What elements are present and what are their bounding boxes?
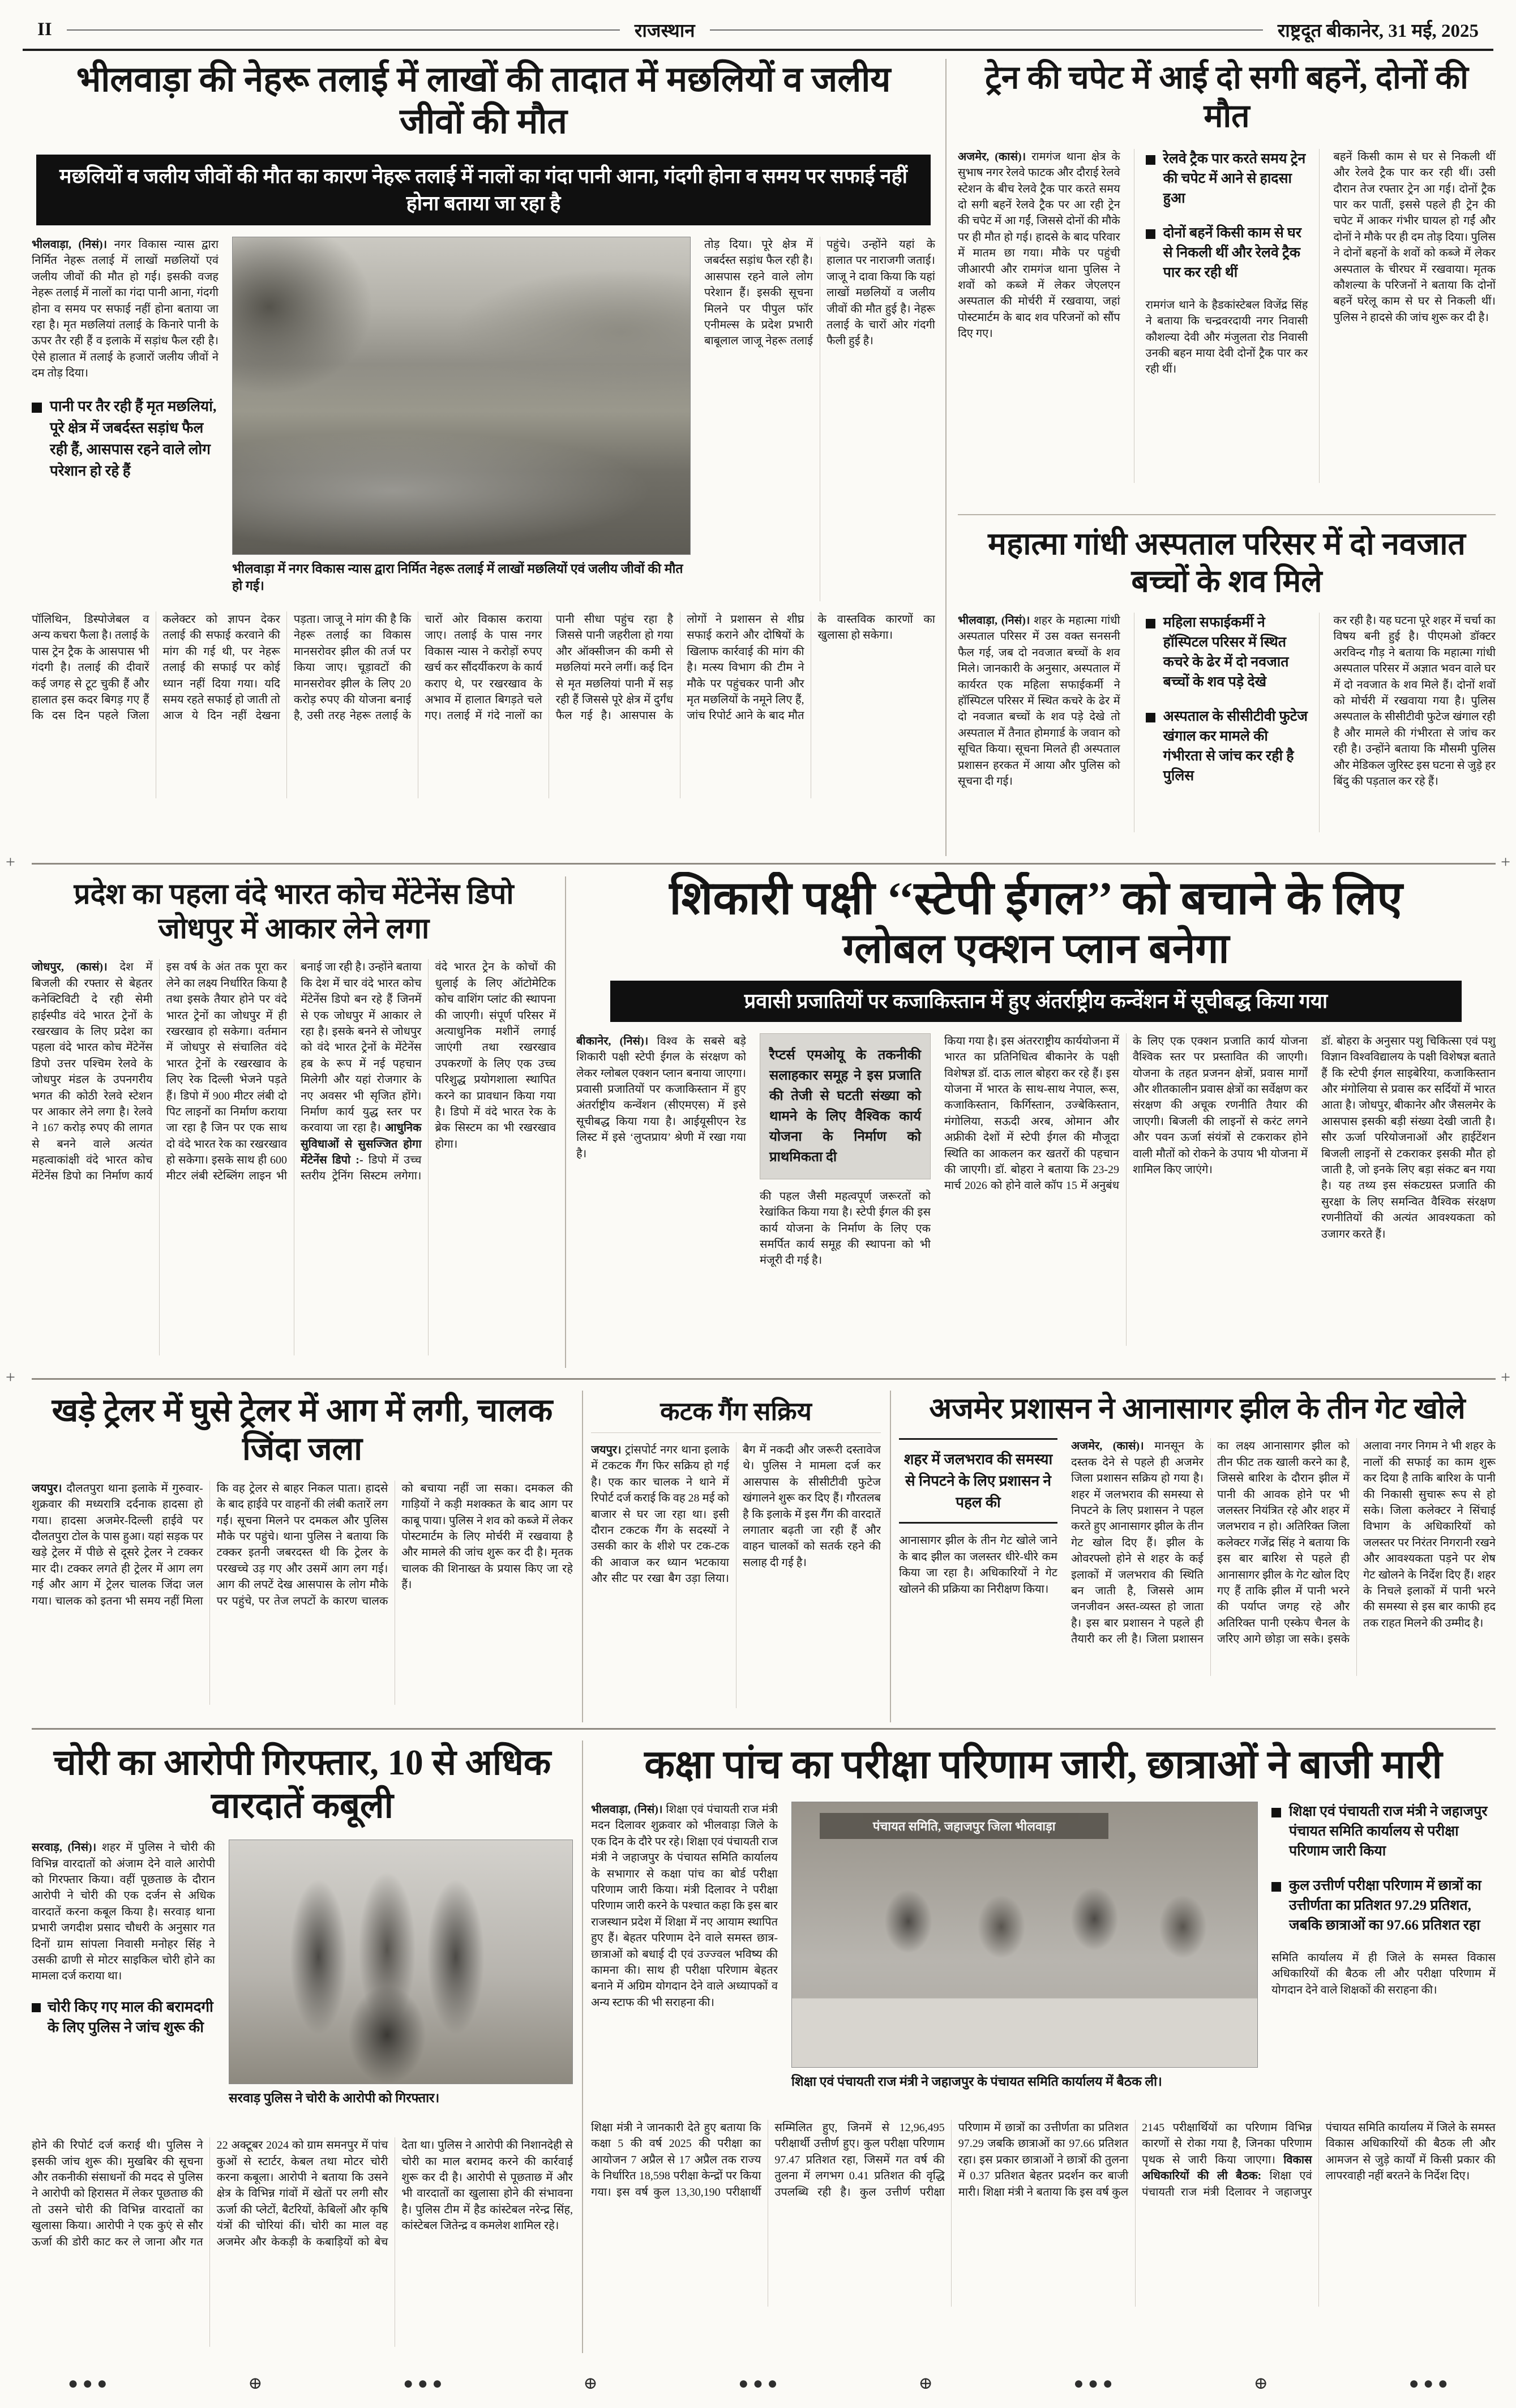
thief-photo-block	[229, 1840, 573, 2129]
section-divider	[958, 514, 1496, 515]
thief-lead-column	[32, 1840, 215, 2129]
hospital-dateline: भीलवाड़ा, (निसं)।	[958, 614, 1030, 627]
section-divider	[32, 1378, 1496, 1380]
anasagar-col1	[899, 1438, 1057, 1676]
article-gang-active	[591, 1391, 881, 1722]
crop-mark-icon: +	[1501, 853, 1510, 871]
fish-dateline: भीलवाड़ा, (निसं)।	[32, 238, 108, 251]
anasagar-body-text: मानसून के दस्तक देने से पहले ही अजमेर जिला प्रशासन सक्रिय हो गया है। शहर में जलभराव की समस्या से निपटने के लिए प्रशासन ने पहल करते हुए आनासागर झील के तीन गेट खोल दिए हैं। झील के ओवरफ्लो होने से शहर के कई इलाकों में जलभराव की स्थिति बन जाती है, जिससे आम जनजीवन अस्त-व्यस्त हो जाता है। इस बार प्रशासन ने पहले ही तैयारी कर ली है। जिला प्रशासन का लक्ष्य आनासागर झील को तीन फीट तक खाली करने का है, जिससे बारिश के दौरान झील में पानी की आवक होने पर भी जलस्तर नियंत्रित रहे और शहर में जलभराव न हो। अतिरिक्त जिला कलेक्टर गजेंद्र सिंह ने बताया कि इस बार बारिश से पहले ही आनासागर झील के गेट खोल दिए गए हैं ताकि झील में पानी भरने की पर्याप्त जगह रहे और अतिरिक्त पानी एस्केप चैनल के जरिए आगे छोड़ा जा सके। इसके अलावा नगर निगम ने भी शहर के नालों की सफाई का काम शुरू कर दिया है ताकि बारिश के पानी की निकासी सुचारू रूप से हो सके। जिला कलेक्टर ने सिंचाई विभाग के अधिकारियों को जलस्तर पर निरंतर निगरानी रखने और आवश्यकता पड़ने पर शेष गेट खोलने के निर्देश दिए हैं। शहर के निचले इलाकों में पानी भरने की समस्या से इस बार काफी हद तक राहत मिलने की उम्मीद है।	[1071, 1440, 1496, 1646]
footer-dots: ● ● ●	[1073, 2373, 1113, 2393]
fish-lead-text	[32, 237, 219, 382]
article-fish-deaths	[32, 55, 935, 857]
exam-body-text: शिक्षा मंत्री ने जानकारी देते हुए बताया कि कक्षा 5 की वर्ष 2025 की परीक्षा का आयोजन 7 अप्रैल से 17 अप्रैल तक राज्य के निर्धारित 18,598 परीक्षा केन्द्रों पर किया गया। इस वर्ष कुल 13,30,190 परीक्षार्थी सम्मिलित हुए, जिनमें से 12,96,495 परीक्षार्थी उत्तीर्ण हुए। कुल परीक्षा परिणाम 97.47 प्रतिशत रहा, जिसमें गत वर्ष की तुलना में लगभग 0.41 प्रतिशत की वृद्धि उपलब्धि रही है। कुल उत्तीर्ण परीक्षा परिणाम में छात्रों का उत्तीर्णता का प्रतिशत 97.29 जबकि छात्राओं का 97.66 प्रतिशत रहा। इस प्रकार छात्राओं ने छात्रों की तुलना में 0.37 प्रतिशत बेहतर प्रदर्शन कर बाजी मारी। शिक्षा मंत्री ने बताया कि इस वर्ष कुल 2145 परीक्षार्थियों का परिणाम विभिन्न कारणों से रोका गया है, जिनका परिणाम पृथक से जारी किया जाएगा।	[591, 2122, 1312, 2199]
square-bullet-icon	[1271, 1882, 1281, 1892]
gang-body-text: ट्रांसपोर्ट नगर थाना इलाके में टकटक गैंग फिर सक्रिय हो गई है। एक कार चालक ने थाने में रिपोर्ट दर्ज कराई कि वह 28 मई को बाजार से घर जा रहा था। इसी दौरान टकटक गैंग के सदस्यों ने उसकी कार के शीशे पर टक-टक की आवाज कर ध्यान भटकाया और सीट पर रखा बैग उड़ा लिया। बैग में नकदी और जरूरी दस्तावेज थे। पुलिस ने मामला दर्ज कर आसपास के सीसीटीवी फुटेज खंगालने शुरू कर दिए हैं। गौरतलब है कि इलाके में इस गैंग की वारदातें लगातार बढ़ती जा रही हैं और वाहन चालकों को सतर्क रहने की सलाह दी गई है।	[591, 1444, 881, 1585]
column-divider	[945, 59, 947, 856]
eagle-dateline: बीकानेर, (निसं)।	[576, 1034, 649, 1047]
square-bullet-icon	[32, 403, 42, 413]
depot-dateline: जोधपुर, (कासं)।	[32, 961, 108, 974]
anasagar-dateline: अजमेर, (कासं)।	[1071, 1440, 1144, 1453]
train-col2	[1134, 149, 1320, 483]
depot-body	[32, 959, 556, 1355]
trailer-body	[32, 1481, 573, 1705]
fish-mid-text: तोड़ दिया। पूरे क्षेत्र में जबर्दस्त सड़ांध फैल रही है। आसपास रहने वाले लोग परेशान हैं। इसकी सूचना मिलने पर पीपुल फॉर एनीमल्स के प्रदेश प्रभारी बाबूलाल जाजू नेहरू तलाई पहुंचे। उन्होंने यहां के हालात पर नाराजगी जताई। जाजू ने दावा किया कि यहां लाखों मछलियों व जलीय जीवों की मौत हुई है। नेहरू तलाई के चारों ओर गंदगी फैली हुई है।	[704, 238, 935, 348]
anasagar-headline: अजमेर प्रशासन ने आनासागर झील के तीन गेट खोले	[929, 1393, 1466, 1425]
page-header	[23, 16, 1493, 43]
exam-runin-heading: विकास अधिकारियों की ली बैठक:	[1142, 2153, 1312, 2183]
fish-lead-body: नगर विकास न्यास द्वारा निर्मित नेहरू तलाई में लाखों मछलियों एवं जलीय जीवों की मौत हो गई। इसकी वजह नेहरू तलाई में नालों का गंदा पानी आना, गंदगी होना व समय पर सफाई नहीं होना बताया जा रहा है। मृत मछलियां तलाई के किनारे पानी के ऊपर तैर रही हैं व इलाके में सड़ांध फैल रही है। ऐसे हालात में तलाई के हजारों जलीय जीवों ने दम तोड़ दिया।	[32, 238, 219, 380]
square-bullet-icon	[1146, 713, 1155, 722]
column-divider	[890, 1391, 891, 1722]
hospital-col1	[958, 613, 1120, 832]
exam-dateline: भीलवाड़ा, (निसं)।	[591, 1803, 663, 1816]
exam-photo-caption: शिक्षा एवं पंचायती राज मंत्री ने जहाजपुर के पंचायत समिति कार्यालय में बैठक ली।	[791, 2075, 1162, 2089]
train-headline: ट्रेन की चपेट में आई दो सगी बहनें, दोनों की मौत	[985, 60, 1468, 135]
footer-dots: ● ● ●	[403, 2373, 443, 2393]
crop-mark-icon: +	[6, 1368, 15, 1387]
anasagar-body	[1071, 1438, 1496, 1676]
crop-mark-icon: +	[6, 853, 15, 871]
gang-body	[591, 1442, 881, 1708]
train-bullet-2	[1146, 223, 1308, 283]
train-bullet-1	[1146, 149, 1308, 208]
fish-photo-caption: भीलवाड़ा में नगर विकास न्यास द्वारा निर्मित नेहरू तलाई में लाखों मछलियों एवं जलीय जीवों की मौत हो गई।	[232, 561, 683, 593]
hospital-col2	[1134, 613, 1320, 832]
section-divider	[32, 1728, 1496, 1730]
fish-kicker: मछलियों व जलीय जीवों की मौत का कारण नेहरू तलाई में नालों का गंदा पानी आना, गंदगी होना व समय पर सफाई नहीं होना बताया जा रहा है	[36, 155, 931, 225]
thief-content-row	[32, 1840, 573, 2129]
gang-headline: कटक गैंग सक्रिय	[591, 1391, 881, 1433]
hospital-col1-text: शहर के महात्मा गांधी अस्पताल परिसर में उस वक्त सनसनी फैल गई, जब दो नवजात बच्चों के शव मिले। जानकारी के अनुसार, अस्पताल में कार्यरत एक महिला सफाईकर्मी ने हॉस्पिटल परिसर में स्थित कचरे के ढेर में दो नवजात बच्चों के शव पड़े देखे तो अस्पताल में तैनात होमगार्ड के जवान को सूचित किया। सूचना मिलते ही अस्पताल प्रशासन हरकत में आया और पुलिस को सूचना दी गई।	[958, 614, 1120, 788]
train-bullet-1-text: रेलवे ट्रैक पार करते समय ट्रेन की चपेट में आने से हादसा हुआ	[1163, 151, 1306, 206]
eagle-lead-text: विश्व के सबसे बड़े शिकारी पक्षी स्टेपी ईगल के संरक्षण को लेकर ग्लोबल एक्शन प्लान बनाया जाएगा। प्रवासी प्रजातियों पर कजाकिस्तान में हुए अंतर्राष्ट्रीय कन्वेंशन (सीएमएस) में इसे सूचीबद्ध किया गया है। आईयूसीएन रेड लिस्ट में इसे ‘लुप्तप्राय’ श्रेणी में रखा गया है।	[576, 1034, 746, 1160]
thief-body-text: होने की रिपोर्ट दर्ज कराई थी। पुलिस ने इसकी जांच शुरू की। मुखबिर की सूचना और तकनीकी संसाधनों की मदद से पुलिस ने आरोपी को हिरासत में लेकर पूछताछ की तो उसने चोरी की विभिन्न वारदातों का खुलासा किया। आरोपी ने एक कुएं से सौर ऊर्जा की डोरी काट कर ले जाना और गत 22 अक्टूबर 2024 को ग्राम समनपुर में पांच कुओं से स्टार्टर, केबल तथा मोटर चोरी करना कबूला। आरोपी ने बताया कि उसने क्षेत्र के विभिन्न गांवों में खेतों पर लगी सौर ऊर्जा की प्लेटों, बैटरियों, केबिलों और कृषि यंत्रों की चोरियां कीं। चोरी का माल वह अजमेर और केकड़ी के कबाड़ियों को बेच देता था। पुलिस ने आरोपी की निशानदेही से चोरी का माल बरामद करने की कार्रवाई शुरू कर दी है। आरोपी से पूछताछ में और भी वारदातों का खुलासा होने की संभावना है। पुलिस टीम में हैड कांस्टेबल नरेन्द्र सिंह, कांस्टेबल जितेन्द्र व कमलेश शामिल रहे।	[32, 2139, 573, 2248]
trailer-body-text: दौलतपुरा थाना इलाके में गुरुवार-शुक्रवार की मध्यरात्रि दर्दनाक हादसा हो गया। हादसा अजमेर-दिल्ली हाईवे पर दौलतपुरा टोल के पास हुआ। यहां सड़क पर खड़े ट्रेलर में पीछे से दूसरे ट्रेलर ने टक्कर मार दी। टक्कर लगते ही ट्रेलर में आग लग गई और आग में ट्रेलर चालक जिंदा जल गया। चालक को इतना भी समय नहीं मिला कि वह ट्रेलर से बाहर निकल पाता। हादसे के बाद हाईवे पर वाहनों की लंबी कतारें लग गईं। सूचना मिलने पर दमकल और पुलिस मौके पर पहुंचे। थाना पुलिस ने बताया कि टक्कर इतनी जबरदस्त थी कि ट्रेलर के परखच्चे उड़ गए और उसमें आग लग गई। आग की लपटें देख आसपास के लोग मौके पर पहुंचे, पर तेज लपटों के कारण चालक को बचाया नहीं जा सका। दमकल की गाड़ियों ने कड़ी मशक्कत के बाद आग पर काबू पाया। पुलिस ने शव को कब्जे में लेकर पोस्टमार्टम के लिए मोर्चरी में रखवाया है और मामले की जांच शुरू कर दी है। मृतक चालक की शिनाख्त के प्रयास किए जा रहे हैं।	[32, 1482, 573, 1607]
square-bullet-icon	[32, 2003, 41, 2012]
hospital-col3: कर रही है। यह घटना पूरे शहर में चर्चा का विषय बनी हुई है। पीएमओ डॉक्टर अरविन्द गौड़ ने बताया कि महात्मा गांधी अस्पताल परिसर में अज्ञात भवन वाले घर में दो नवजात के शव मिले हैं। दोनों शवों को मोर्चरी में रखवाया गया है। पुलिस अस्पताल के सीसीटीवी फुटेज खंगाल रही है और मामले की गंभीरता से जांच कर रही है। उन्होंने बताया कि मौसमी पुलिस और मेडिकल जुरिस्ट इस घटना से जुड़े हर बिंदु की पड़ताल कर रहे हैं।	[1333, 614, 1496, 788]
eagle-col1	[576, 1033, 746, 1346]
square-bullet-icon	[1146, 229, 1155, 239]
depot-sub-body: डिपो में उच्च स्तरीय ट्रेनिंग सिस्टम लगेगा। वंदे भारत ट्रेन के कोचों की धुलाई के लिए ऑटोमेटिक कोच वाशिंग प्लांट की स्थापना की जाएगी। संपूर्ण परिसर में अत्याधुनिक मशीनें लगाई जाएंगी तथा रखरखाव उपकरणों के लिए एक उच्च परिशुद्ध प्रयोगशाला स्थापित करने का प्रावधान किया गया है। डिपो में वंदे भारत रेक के ब्रेक सिस्टम का भी रखरखाव होगा।	[301, 961, 556, 1183]
article-steppe-eagle	[576, 872, 1496, 1371]
fish-pullquote	[32, 396, 219, 481]
pond-photo	[232, 237, 691, 555]
eagle-mid-text: किया गया है। इस अंतरराष्ट्रीय कार्ययोजना में भारत का प्रतिनिधित्व बीकानेर के पक्षी विशेषज्ञ डॉ. दाऊ लाल बोहरा कर रहे हैं। इस योजना में भारत के साथ-साथ नेपाल, रूस, कजाकिस्तान, किर्गिस्तान, उज्बेकिस्तान, मंगोलिया, सऊदी अरब, ओमान और अफ्रीकी देशों में स्टेपी ईगल की मौजूदा स्थिति का आकलन कर खतरों की पहचान की जाएगी। डॉ. बोहरा ने बताया कि 23-29 मार्च 2026 को होने वाले कॉप 15 में अनुबंध के लिए एक एक्शन प्रजाति कार्य योजना वैश्विक स्तर पर प्रस्तावित की जाएगी। योजना के तहत प्रजनन क्षेत्रों, प्रवास मार्गों और शीतकालीन प्रवास क्षेत्रों का सर्वेक्षण कर संरक्षण की अचूक रणनीति तैयार की जाएगी। बिजली की लाइनों से करंट लगने और पवन ऊर्जा संयंत्रों से टकराकर होने वाली मौतों को रोकने के उपाय भी योजना में शामिल किए जाएंगे।	[944, 1034, 1308, 1192]
fish-body-text: पॉलिथिन, डिस्पोजेबल व अन्य कचरा फैला है। तलाई के पास ट्रेन ट्रैक के आसपास भी गंदगी है। तलाई की दीवारें कई जगह से टूट चुकी हैं और हालात इस कदर बिगड़ गए हैं कि दस दिन पहले जिला कलेक्टर को ज्ञापन देकर तलाई की सफाई करवाने की मांग की गई थी, पर नेहरू तलाई की सफाई पर कोई ध्यान नहीं दिया गया। यदि समय रहते सफाई हो जाती तो आज ये दिन नहीं देखना पड़ता। जाजू ने मांग की है कि नेहरू तलाई का विकास मानसरोवर झील की तर्ज पर किया जाए। चूड़ावटों की मानसरोवर झील के लिए 20 करोड़ रुपए की योजना बनाई है, उसी तरह नेहरू तलाई के चारों ओर विकास कराया जाए। तलाई के पास नगर विकास न्यास ने करोड़ों रुपए खर्च कर सौंदर्यीकरण के कार्य कराए थे, पर रखरखाव के अभाव में हालात बिगड़ते चले गए। तलाई में गंदे नालों का पानी सीधा पहुंच रहा है जिससे पानी जहरीला हो गया और ऑक्सीजन की कमी से मछलियां मरने लगीं। कई दिन से मृत मछलियां पानी में सड़ रही हैं जिससे पूरे क्षेत्र में दुर्गंध फैल गई है। आसपास के लोगों ने प्रशासन से शीघ्र सफाई कराने और दोषियों के खिलाफ कार्रवाई की मांग की है। मत्स्य विभाग की टीम ने मौके पर पहुंचकर पानी और मृत मछलियों के नमूने लिए हैं, जांच रिपोर्ट आने के बाद मौत के वास्तविक कारणों का खुलासा हो सकेगा।	[32, 613, 935, 722]
hospital-bullet-1-text: महिला सफाईकर्मी ने हॉस्पिटल परिसर में स्थित कचरे के ढेर में दो नवजात बच्चों के शव पड़े देखे	[1163, 615, 1289, 690]
exam-runin-body: शिक्षा एवं पंचायती राज मंत्री दिलावर ने जहाजपुर पंचायत समिति कार्यालय में जिले के समस्त विकास अधिकारियों की बैठक ली और आमजन से जुड़े कार्यों में किसी प्रकार की लापरवाही नहीं बरतने के निर्देश दिए।	[1142, 2122, 1496, 2199]
trailer-dateline: जयपुर।	[32, 1482, 62, 1495]
train-columns	[958, 149, 1496, 483]
column-divider	[582, 1391, 583, 1722]
thief-lead-body: शहर में पुलिस ने चोरी की विभिन्न वारदातों को अंजाम देने वाले आरोपी को गिरफ्तार किया। वहीं पूछताछ के दौरान आरोपी ने चोरी की एक दर्जन से अधिक वारदातें करना कबूल किया है। सरवाड़ थाना प्रभारी जगदीश प्रसाद चौधरी के अनुसार गत दिनों ग्राम सांपला निवासी मनोहर सिंह ने उसकी ढाणी से मोटर साइकिल चोरी होने का मामला दर्ज कराया था।	[32, 1841, 215, 1983]
crop-mark-icon: +	[1501, 1368, 1510, 1387]
footer-dots: ● ● ●	[68, 2373, 108, 2393]
registration-mark-icon: ⊕	[918, 2374, 933, 2393]
fish-headline: भीलवाड़ा की नेहरू तलाई में लाखों की तादात में मछलियों व जलीय जीवों की मौत	[76, 61, 891, 142]
gang-dateline: जयपुर।	[591, 1444, 622, 1456]
eagle-col2-text: की पहल जैसी महत्वपूर्ण जरूरतों को रेखांकित किया गया है। स्टेपी ईगल की इस कार्य योजना के निर्माण के लिए एक समर्पित कार्य समूह की स्थापना को भी मंजूरी दी गई है।	[760, 1190, 931, 1267]
article-anasagar-gates	[899, 1391, 1496, 1722]
train-col1-text: रामगंज थाना क्षेत्र के सुभाष नगर रेलवे फाटक और दौराई रेलवे स्टेशन के बीच रेलवे ट्रैक पार करते समय दो सगी बहनें रेलवे ट्रैक पर आ रही ट्रेन की चपेट में आ गईं, जिससे दोनों की मौके पर ही मौत हो गई। हादसे के बाद परिवार में मातम छा गया। मौके पर पहुंची जीआरपी और रामगंज थाना पुलिस ने शवों को कब्जे में लेकर जेएलएन अस्पताल की मोर्चरी में रखवाया, जहां पोस्टमार्टम के बाद शव परिजनों को सौंप दिए गए।	[958, 150, 1120, 340]
anasagar-col1-text: आनासागर झील के तीन गेट खोले जाने के बाद झील का जलस्तर धीरे-धीरे कम किया जा रहा है। अधिकारियों ने गेट खोलने की प्रक्रिया का निरीक्षण किया।	[899, 1534, 1057, 1596]
article-trailer-fire	[32, 1391, 573, 1722]
footer-dots: ● ● ●	[1408, 2373, 1448, 2393]
exam-content-row	[591, 1802, 1496, 2112]
registration-mark-icon: ⊕	[1253, 2374, 1268, 2393]
eagle-expert-text: डॉ. बोहरा के अनुसार पशु चिकित्सा एवं पशु विज्ञान विश्वविद्यालय के पक्षी विशेषज्ञ बताते हैं कि स्टेपी ईगल साइबेरिया, कजाकिस्तान और मंगोलिया से प्रवास कर सर्दियों में भारत आता है। जोधपुर, बीकानेर और जैसलमेर के आसपास इसकी बड़ी संख्या देखी जाती है। सौर ऊर्जा परियोजनाओं और हाईटेंशन बिजली लाइनों से टकराकर इसकी मौत हो जाती है, जो इनके लिए बड़ा संकट बन गया है। यह तथ्य इस संकटग्रस्त प्रजाति की सुरक्षा के लिए समन्वित वैश्विक संरक्षण रणनीतियों की अत्यंत आवश्यकता को उजागर करते हैं।	[1321, 1034, 1496, 1241]
article-train-accident	[958, 57, 1496, 507]
registration-mark-icon: ⊕	[248, 2374, 263, 2393]
footer-dots: ● ● ●	[738, 2373, 778, 2393]
train-bullet-2-text: दोनों बहनें किसी काम से घर से निकली थीं और रेलवे ट्रैक पार कर रही थीं	[1163, 225, 1302, 280]
hospital-columns	[958, 613, 1496, 832]
exam-lead-column	[591, 1802, 778, 2112]
footer-marks	[68, 2373, 1448, 2393]
thief-dateline: सरवाड़, (निसं)।	[32, 1841, 97, 1854]
exam-bullet-2	[1271, 1876, 1496, 1935]
exam-lead-text: शिक्षा एवं पंचायती राज मंत्री मदन दिलावर शुक्रवार को भीलवाड़ा जिले के एक दिन के दौरे पर रहे। शिक्षा एवं पंचायती राज मंत्री ने जहाजपुर के पंचायत समिति कार्यालय के सभागार से कक्षा पांच का बोर्ड परीक्षा परिणाम जारी किया। मंत्री दिलावर ने परीक्षा परिणाम जारी करने के पश्चात कहा कि इस बार राजस्थान प्रदेश में शिक्षा में नए आयाम स्थापित हुए हैं। बेहतर परिणाम देने वाले समस्त छात्र-छात्राओं को बधाई दी एवं उज्ज्वल भविष्य की कामना की। साथ ही परीक्षा परिणाम बेहतर बनाने में अग्रिम योगदान देने वाले अध्यापकों व अन्य स्टाफ की भी सराहना की।	[591, 1803, 778, 2009]
eagle-col2	[760, 1033, 931, 1346]
exam-bullet-2-text: कुल उत्तीर्ण परीक्षा परिणाम में छात्रों का उत्तीर्णता का प्रतिशत 97.29 प्रतिशत, जबकि छात्राओं का 97.66 प्रतिशत रहा	[1289, 1878, 1481, 1933]
edition-dateline: राष्ट्रदूत बीकानेर, 31 मई, 2025	[1263, 17, 1493, 42]
fish-pullquote-text: पानी पर तैर रही हैं मृत मछलियां, पूरे क्षेत्र में जबर्दस्त सड़ांध फैल रही हैं, आसपास रहने वाले लोग परेशान हो रहे हैं	[50, 398, 217, 479]
depot-headline: प्रदेश का पहला वंदे भारत कोच मेंटेनेंस डिपो जोधपुर में आकार लेने लगा	[74, 879, 514, 946]
eagle-headline-line2: ग्लोबल एक्शन प्लान बनेगा	[842, 926, 1230, 972]
hospital-bullet-2-text: अस्पताल के सीसीटीवी फुटेज खंगाल कर मामले की गंभीरता से जांच कर रही है पुलिस	[1163, 709, 1308, 784]
column-divider	[565, 876, 566, 1368]
header-heavy-rule	[23, 49, 1493, 51]
exam-bullet-1-text: शिक्षा एवं पंचायती राज मंत्री ने जहाजपुर पंचायत समिति कार्यालय से परीक्षा परिणाम जारी किया	[1289, 1804, 1488, 1859]
train-col2-text: रामगंज थाने के हैडकांस्टेबल विजेंद्र सिंह ने बताया कि चन्द्रवरदायी नगर निवासी कौशल्या देवी और मंजुलता रोड निवासी उनकी बहन माया देवी दोनों ट्रैक पार कर रही थीं।	[1145, 298, 1308, 376]
article-vande-bharat-depot	[32, 876, 556, 1368]
exam-sidebar	[1271, 1802, 1496, 2112]
anasagar-deck-box: शहर में जलभराव की समस्या से निपटने के लिए प्रशासन ने पहल की	[899, 1438, 1057, 1524]
fish-photo-block	[232, 237, 691, 601]
fish-lead-column	[32, 237, 219, 601]
eagle-kicker: प्रवासी प्रजातियों पर कजाकिस्तान में हुए अंतर्राष्ट्रीय कन्वेंशन में सूचीबद्ध किया गया	[610, 981, 1462, 1022]
exam-sidebar-text: समिति कार्यालय में ही जिले के समस्त विकास अधिकारियों की बैठक ली और परीक्षा परिणाम में योगदान देने वाले शिक्षकों की सराहना की।	[1271, 1952, 1496, 1996]
hospital-bullet-2	[1146, 707, 1308, 786]
train-col3: बहनें किसी काम से घर से निकली थीं और रेलवे ट्रैक पार कर रही थीं। उसी दौरान तेज रफ्तार ट्रेन आ गई। दोनों ट्रैक पार कर पातीं, इससे पहले ही ट्रेन की चपेट में आकर गंभीर घायल हो गईं और दोनों ने मौके पर ही दम तोड़ दिया। पुलिस ने दोनों बहनों के शवों को कब्जे में लेकर अस्पताल के चीरघर में रखवाया। मृतक कौशल्या के परिजनों ने बताया कि दोनों बहनें घरेलू काम से घर से निकली थीं। पुलिस ने हादसे की जांच शुरू कर दी है।	[1333, 150, 1496, 324]
depot-subheading: आधुनिक सुविधाओं से सुसज्जित होगा मेंटेनेंस डिपो :-	[301, 1122, 422, 1167]
hospital-headline: महात्मा गांधी अस्पताल परिसर में दो नवजात बच्चों के शव मिले	[988, 527, 1466, 598]
minister-meeting-photo	[791, 1802, 1258, 2068]
column-divider	[582, 1740, 583, 2353]
article-thief-arrested	[32, 1740, 573, 2358]
thief-subdeck-text: चोरी किए गए माल की बरामदगी के लिए पुलिस ने जांच शुरू की	[48, 1998, 213, 2036]
eagle-columns	[576, 1033, 1496, 1346]
eagle-highlight-box: रैप्टर्स एमओयू के तकनीकी सलाहकार समूह ने इस प्रजाति की तेजी से घटती संख्या को थामने के लिए वैश्विक कार्य योजना के निर्माण को प्राथमिकता दी	[760, 1033, 931, 1179]
police-arrest-photo	[229, 1840, 573, 2084]
depot-body-text: देश में बिजली की रफ्तार से बेहतर कनेक्टिविटी दे रही सेमी हाईस्पीड वंदे भारत ट्रेनों के रखरखाव के लिए प्रदेश का पहला वंदे भारत कोच मेंटेनेंस डिपो उत्तर पश्चिम रेलवे के जोधपुर मंडल के उपनगरीय भगत की कोठी रेलवे स्टेशन पर आकार लेने लगा है। रेलवे ने 167 करोड़ रुपए की लागत से बनने वाले अत्यंत महत्वाकांक्षी वंदे भारत कोच मेंटेनेंस डिपो का निर्माण कार्य इस वर्ष के अंत तक पूरा कर लेने का लक्ष्य निर्धारित किया है तथा इसके तैयार होने पर वंदे भारत ट्रेनों का जोधपुर में ही रखरखाव हो सकेगा। वर्तमान में जोधपुर से संचालित वंदे भारत ट्रेनों के रखरखाव के लिए रेक दिल्ली भेजने पड़ते हैं। डिपो में 900 मीटर लंबी दो पिट लाइनों का निर्माण कराया जा रहा है जिन पर एक साथ दो वंदे भारत रेक का रखरखाव हो सकेगा। इसके साथ ही 600 मीटर लंबी स्टेब्लिंग लाइन भी बनाई जा रही है। उन्होंने बताया कि देश में चार वंदे भारत कोच मेंटेनेंस डिपो बन रहे हैं जिनमें से एक जोधपुर में आकार ले रहा है। इसके बनने से जोधपुर को वंदे भारत ट्रेनों के मेंटेनेंस हब के रूप में नई पहचान मिलेगी और यहां रोजगार के नए अवसर भी सृजित होंगे। निर्माण कार्य युद्ध स्तर पर करवाया जा रहा है।	[32, 961, 422, 1183]
registration-mark-icon: ⊕	[583, 2374, 598, 2393]
square-bullet-icon	[1146, 619, 1155, 628]
eagle-headline-line1: शिकारी पक्षी ‘‘स्टेपी ईगल’’ को बचाने के लिए	[669, 872, 1403, 924]
exam-body	[591, 2120, 1496, 2307]
page-number: II	[23, 19, 67, 40]
article-exam-results	[591, 1740, 1496, 2358]
square-bullet-icon	[1146, 155, 1155, 165]
thief-headline: चोरी का आरोपी गिरफ्तार, 10 से अधिक वारदातें कबूली	[53, 1743, 551, 1825]
train-dateline: अजमेर, (कासं)।	[958, 150, 1026, 163]
section-divider	[32, 863, 1496, 865]
train-col1	[958, 149, 1120, 483]
trailer-headline: खड़े ट्रेलर में घुसे ट्रेलर में आग में लगी, चालक जिंदा जला	[52, 1393, 553, 1468]
square-bullet-icon	[1271, 1808, 1281, 1817]
thief-lead-text	[32, 1840, 215, 1984]
exam-bullet-1	[1271, 1802, 1496, 1861]
anasagar-columns	[899, 1438, 1496, 1676]
section-title: राजस्थान	[620, 17, 710, 42]
article-hospital-newborns	[958, 523, 1496, 856]
exam-headline: कक्षा पांच का परीक्षा परिणाम जारी, छात्राओं ने बाजी मारी	[644, 1743, 1442, 1787]
exam-photo-block	[791, 1802, 1258, 2112]
photo-banner-text: पंचायत समिति, जहाजपुर जिला भीलवाड़ा	[820, 1813, 1108, 1839]
fish-content-row	[32, 237, 935, 601]
thief-subdeck	[32, 1997, 215, 2038]
thief-photo-caption: सरवाड़ पुलिस ने चोरी के आरोपी को गिरफ्तार।	[229, 2091, 440, 2106]
hospital-bullet-1	[1146, 613, 1308, 692]
